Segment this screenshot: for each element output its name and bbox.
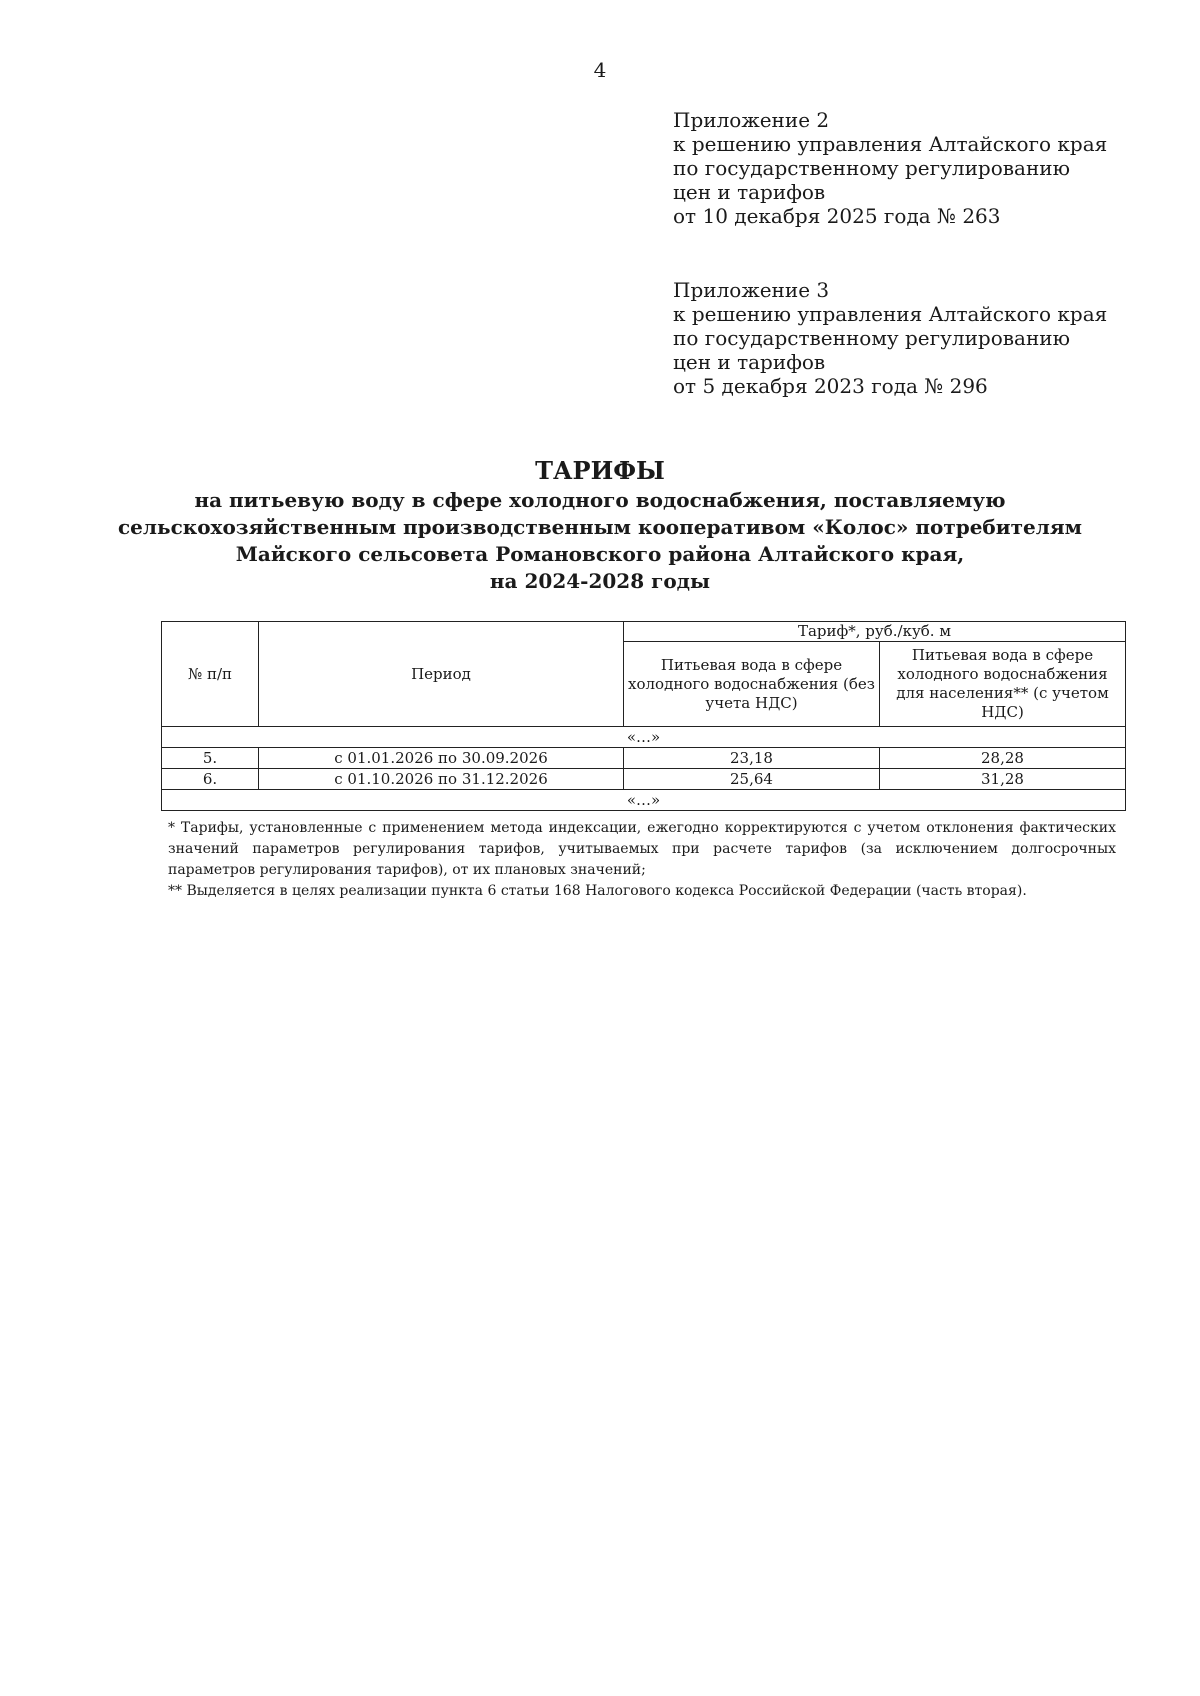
title-line: на питьевую воду в сфере холодного водоснабжения, поставляемую (194, 488, 1006, 512)
appendix-line: от 10 декабря 2025 года № 263 (673, 204, 1001, 228)
appendix-line: по государственному регулированию (673, 326, 1071, 350)
page-number: 4 (593, 58, 607, 82)
footnote-1: * Тарифы, установленные с применением метода индексации, ежегодно корректируются с учетом отклонения фактических значений параметров регулирования тарифов, учитываемых при расчете тарифов (за исключением долгосрочных параметров регулирования тарифов), от их плановых значений; (168, 820, 1116, 878)
row-num: 5. (162, 748, 259, 769)
appendix-line: к решению управления Алтайского края (673, 302, 1108, 326)
row-tariff-population: 31,28 (880, 769, 1126, 790)
footnotes (168, 818, 1116, 902)
row-tariff-no-vat: 23,18 (624, 748, 880, 769)
tariff-table (161, 621, 1126, 811)
table-ellipsis: «…» (162, 727, 1126, 748)
appendix-line: Приложение 2 (673, 108, 830, 132)
table-row (162, 748, 1126, 769)
document-title (100, 455, 1100, 595)
header-num: № п/п (162, 622, 259, 727)
appendix-3-header (673, 278, 1133, 398)
header-period: Период (259, 622, 624, 727)
appendix-2-header (673, 108, 1133, 228)
appendix-line: Приложение 3 (673, 278, 830, 302)
row-period: с 01.10.2026 по 31.12.2026 (259, 769, 624, 790)
appendix-line: к решению управления Алтайского края (673, 132, 1108, 156)
row-period: с 01.01.2026 по 30.09.2026 (259, 748, 624, 769)
row-tariff-no-vat: 25,64 (624, 769, 880, 790)
title-main: ТАРИФЫ (535, 456, 665, 485)
header-tariff-no-vat: Питьевая вода в сфере холодного водоснабжения (без учета НДС) (624, 642, 880, 727)
title-line: Майского сельсовета Романовского района Алтайского края, (235, 542, 965, 566)
title-line: сельскохозяйственным производственным кооперативом «Колос» потребителям (118, 515, 1082, 539)
table-row (162, 769, 1126, 790)
appendix-line: от 5 декабря 2023 года № 296 (673, 374, 988, 398)
row-tariff-population: 28,28 (880, 748, 1126, 769)
header-tariff: Тариф*, руб./куб. м (624, 622, 1126, 642)
title-line: на 2024-2028 годы (489, 569, 711, 593)
table-ellipsis: «…» (162, 790, 1126, 811)
appendix-line: по государственному регулированию (673, 156, 1071, 180)
header-tariff-population: Питьевая вода в сфере холодного водоснабжения для населения** (с учетом НДС) (880, 642, 1126, 727)
row-num: 6. (162, 769, 259, 790)
footnote-2: ** Выделяется в целях реализации пункта 6 статьи 168 Налогового кодекса Российской Федерации (часть вторая). (168, 883, 1027, 899)
appendix-line: цен и тарифов (673, 350, 826, 374)
appendix-line: цен и тарифов (673, 180, 826, 204)
